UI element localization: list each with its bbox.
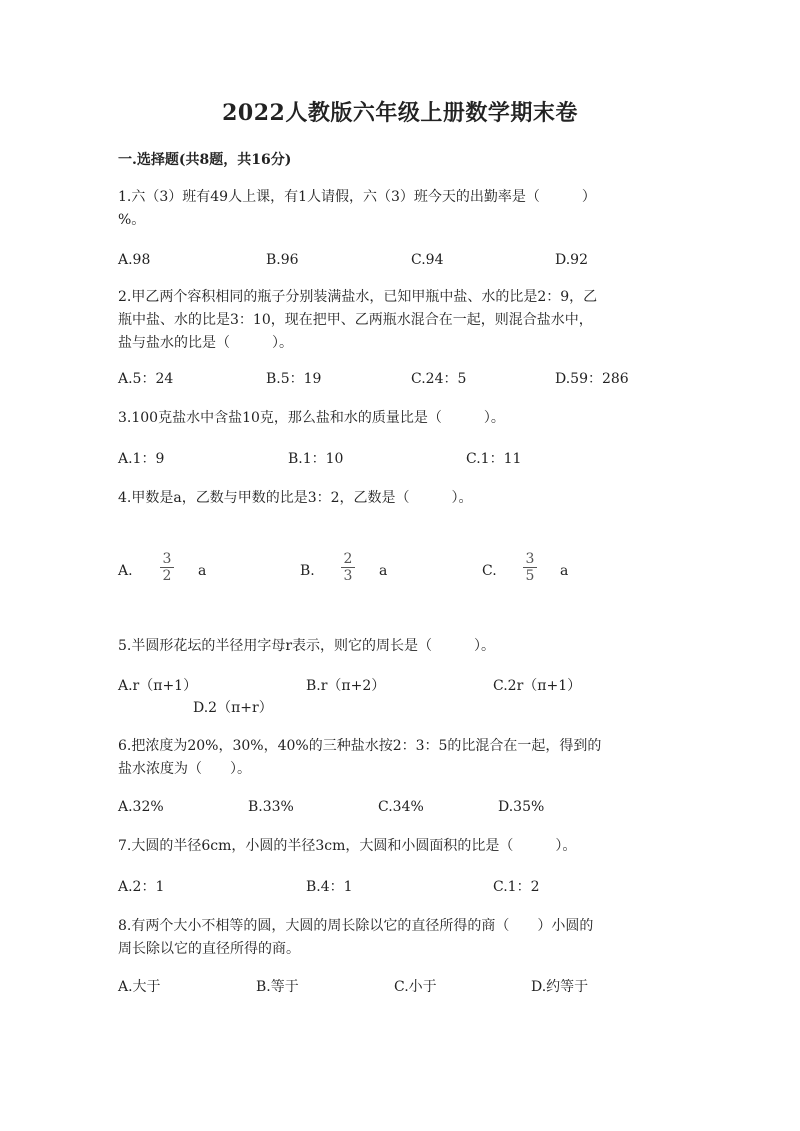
option-a[interactable]: A.32% xyxy=(118,799,164,815)
fraction-numerator: 2 xyxy=(341,551,355,568)
question-text-line: 5.半圆形花坛的半径用字母r表示，则它的周长是（ ）。 xyxy=(118,638,496,654)
option-b[interactable]: B.4：1 xyxy=(306,879,353,895)
fraction xyxy=(523,551,537,584)
question-2 xyxy=(118,286,678,355)
fraction-denominator: 3 xyxy=(343,568,353,584)
question-text-line: 8.有两个大小不相等的圆，大圆的周长除以它的直径所得的商（ ）小圆的 xyxy=(118,918,594,934)
option-a[interactable]: A.2：1 xyxy=(118,879,165,895)
fraction-numerator: 3 xyxy=(160,551,174,568)
question-3 xyxy=(118,407,678,430)
question-text-line: 周长除以它的直径所得的商。 xyxy=(118,941,300,957)
option-c[interactable]: C.1：11 xyxy=(466,451,522,467)
option-d[interactable]: D.35% xyxy=(498,799,545,815)
options-8 xyxy=(118,976,718,998)
question-8 xyxy=(118,915,678,961)
option-a[interactable]: A.大于 xyxy=(118,979,161,995)
options-3 xyxy=(118,448,718,470)
question-7 xyxy=(118,835,678,858)
question-text-line: 盐与盐水的比是（ ）。 xyxy=(118,335,293,351)
option-a[interactable]: A.1：9 xyxy=(118,451,165,467)
question-4 xyxy=(118,487,678,510)
option-b[interactable]: B.等于 xyxy=(256,979,299,995)
option-d[interactable]: D.59：286 xyxy=(555,371,629,387)
question-text-line: %。 xyxy=(118,212,146,228)
question-text-line: 6.把浓度为20%，30%，40%的三种盐水按2：3：5的比混合在一起，得到的 xyxy=(118,738,602,754)
variable: a xyxy=(379,563,388,579)
options-5 xyxy=(118,675,718,697)
fraction-denominator: 5 xyxy=(525,568,535,584)
fraction-denominator: 2 xyxy=(162,568,172,584)
fraction xyxy=(341,551,355,584)
option-c[interactable]: C.1：2 xyxy=(493,879,540,895)
option-c[interactable]: C.94 xyxy=(411,252,444,268)
option-b[interactable]: B.r（π+2） xyxy=(306,678,386,694)
option-d[interactable]: D.2（π+r） xyxy=(193,700,273,716)
option-label: B. xyxy=(300,563,315,579)
option-c[interactable]: C.2r（π+1） xyxy=(493,678,582,694)
option-label: A. xyxy=(118,563,133,579)
option-d[interactable]: D.92 xyxy=(555,252,588,268)
question-1 xyxy=(118,186,678,232)
question-6 xyxy=(118,735,678,781)
question-5 xyxy=(118,635,678,658)
question-text-line: 1.六（3）班有49人上课，有1人请假，六（3）班今天的出勤率是（ ） xyxy=(118,189,596,205)
option-b[interactable]: B.1：10 xyxy=(288,451,344,467)
options-5-wrap xyxy=(118,697,718,719)
option-c[interactable]: C.24：5 xyxy=(411,371,467,387)
options-7 xyxy=(118,876,718,898)
variable: a xyxy=(560,563,569,579)
option-b[interactable]: B.96 xyxy=(266,252,299,268)
page-title: 2022人教版六年级上册数学期末卷 xyxy=(222,100,578,126)
option-c[interactable]: C.34% xyxy=(378,799,424,815)
option-b[interactable]: B.33% xyxy=(248,799,294,815)
question-text-line: 3.100克盐水中含盐10克，那么盐和水的质量比是（ ）。 xyxy=(118,410,505,426)
question-text-line: 2.甲乙两个容积相同的瓶子分别装满盐水，已知甲瓶中盐、水的比是2：9，乙 xyxy=(118,289,598,305)
variable: a xyxy=(198,563,207,579)
option-c[interactable]: C.小于 xyxy=(394,979,437,995)
question-text-line: 7.大圆的半径6cm，小圆的半径3cm，大圆和小圆面积的比是（ ）。 xyxy=(118,838,577,854)
question-text-line: 瓶中盐、水的比是3：10，现在把甲、乙两瓶水混合在一起，则混合盐水中， xyxy=(118,312,593,328)
question-text-line: 盐水浓度为（ ）。 xyxy=(118,761,251,777)
section-heading: 一.选择题(共8题，共16分) xyxy=(118,152,292,168)
option-a[interactable]: A.5：24 xyxy=(118,371,174,387)
option-b[interactable]: B.5：19 xyxy=(266,371,322,387)
options-2 xyxy=(118,368,718,390)
fraction-numerator: 3 xyxy=(523,551,537,568)
option-a[interactable]: A.r（π+1） xyxy=(118,678,198,694)
options-1 xyxy=(118,249,718,271)
option-d[interactable]: D.约等于 xyxy=(531,979,589,995)
option-a[interactable]: A.98 xyxy=(118,252,151,268)
options-6 xyxy=(118,796,718,818)
question-text-line: 4.甲数是a，乙数与甲数的比是3：2，乙数是（ ）。 xyxy=(118,490,473,506)
option-label: C. xyxy=(482,563,497,579)
fraction xyxy=(160,551,174,584)
